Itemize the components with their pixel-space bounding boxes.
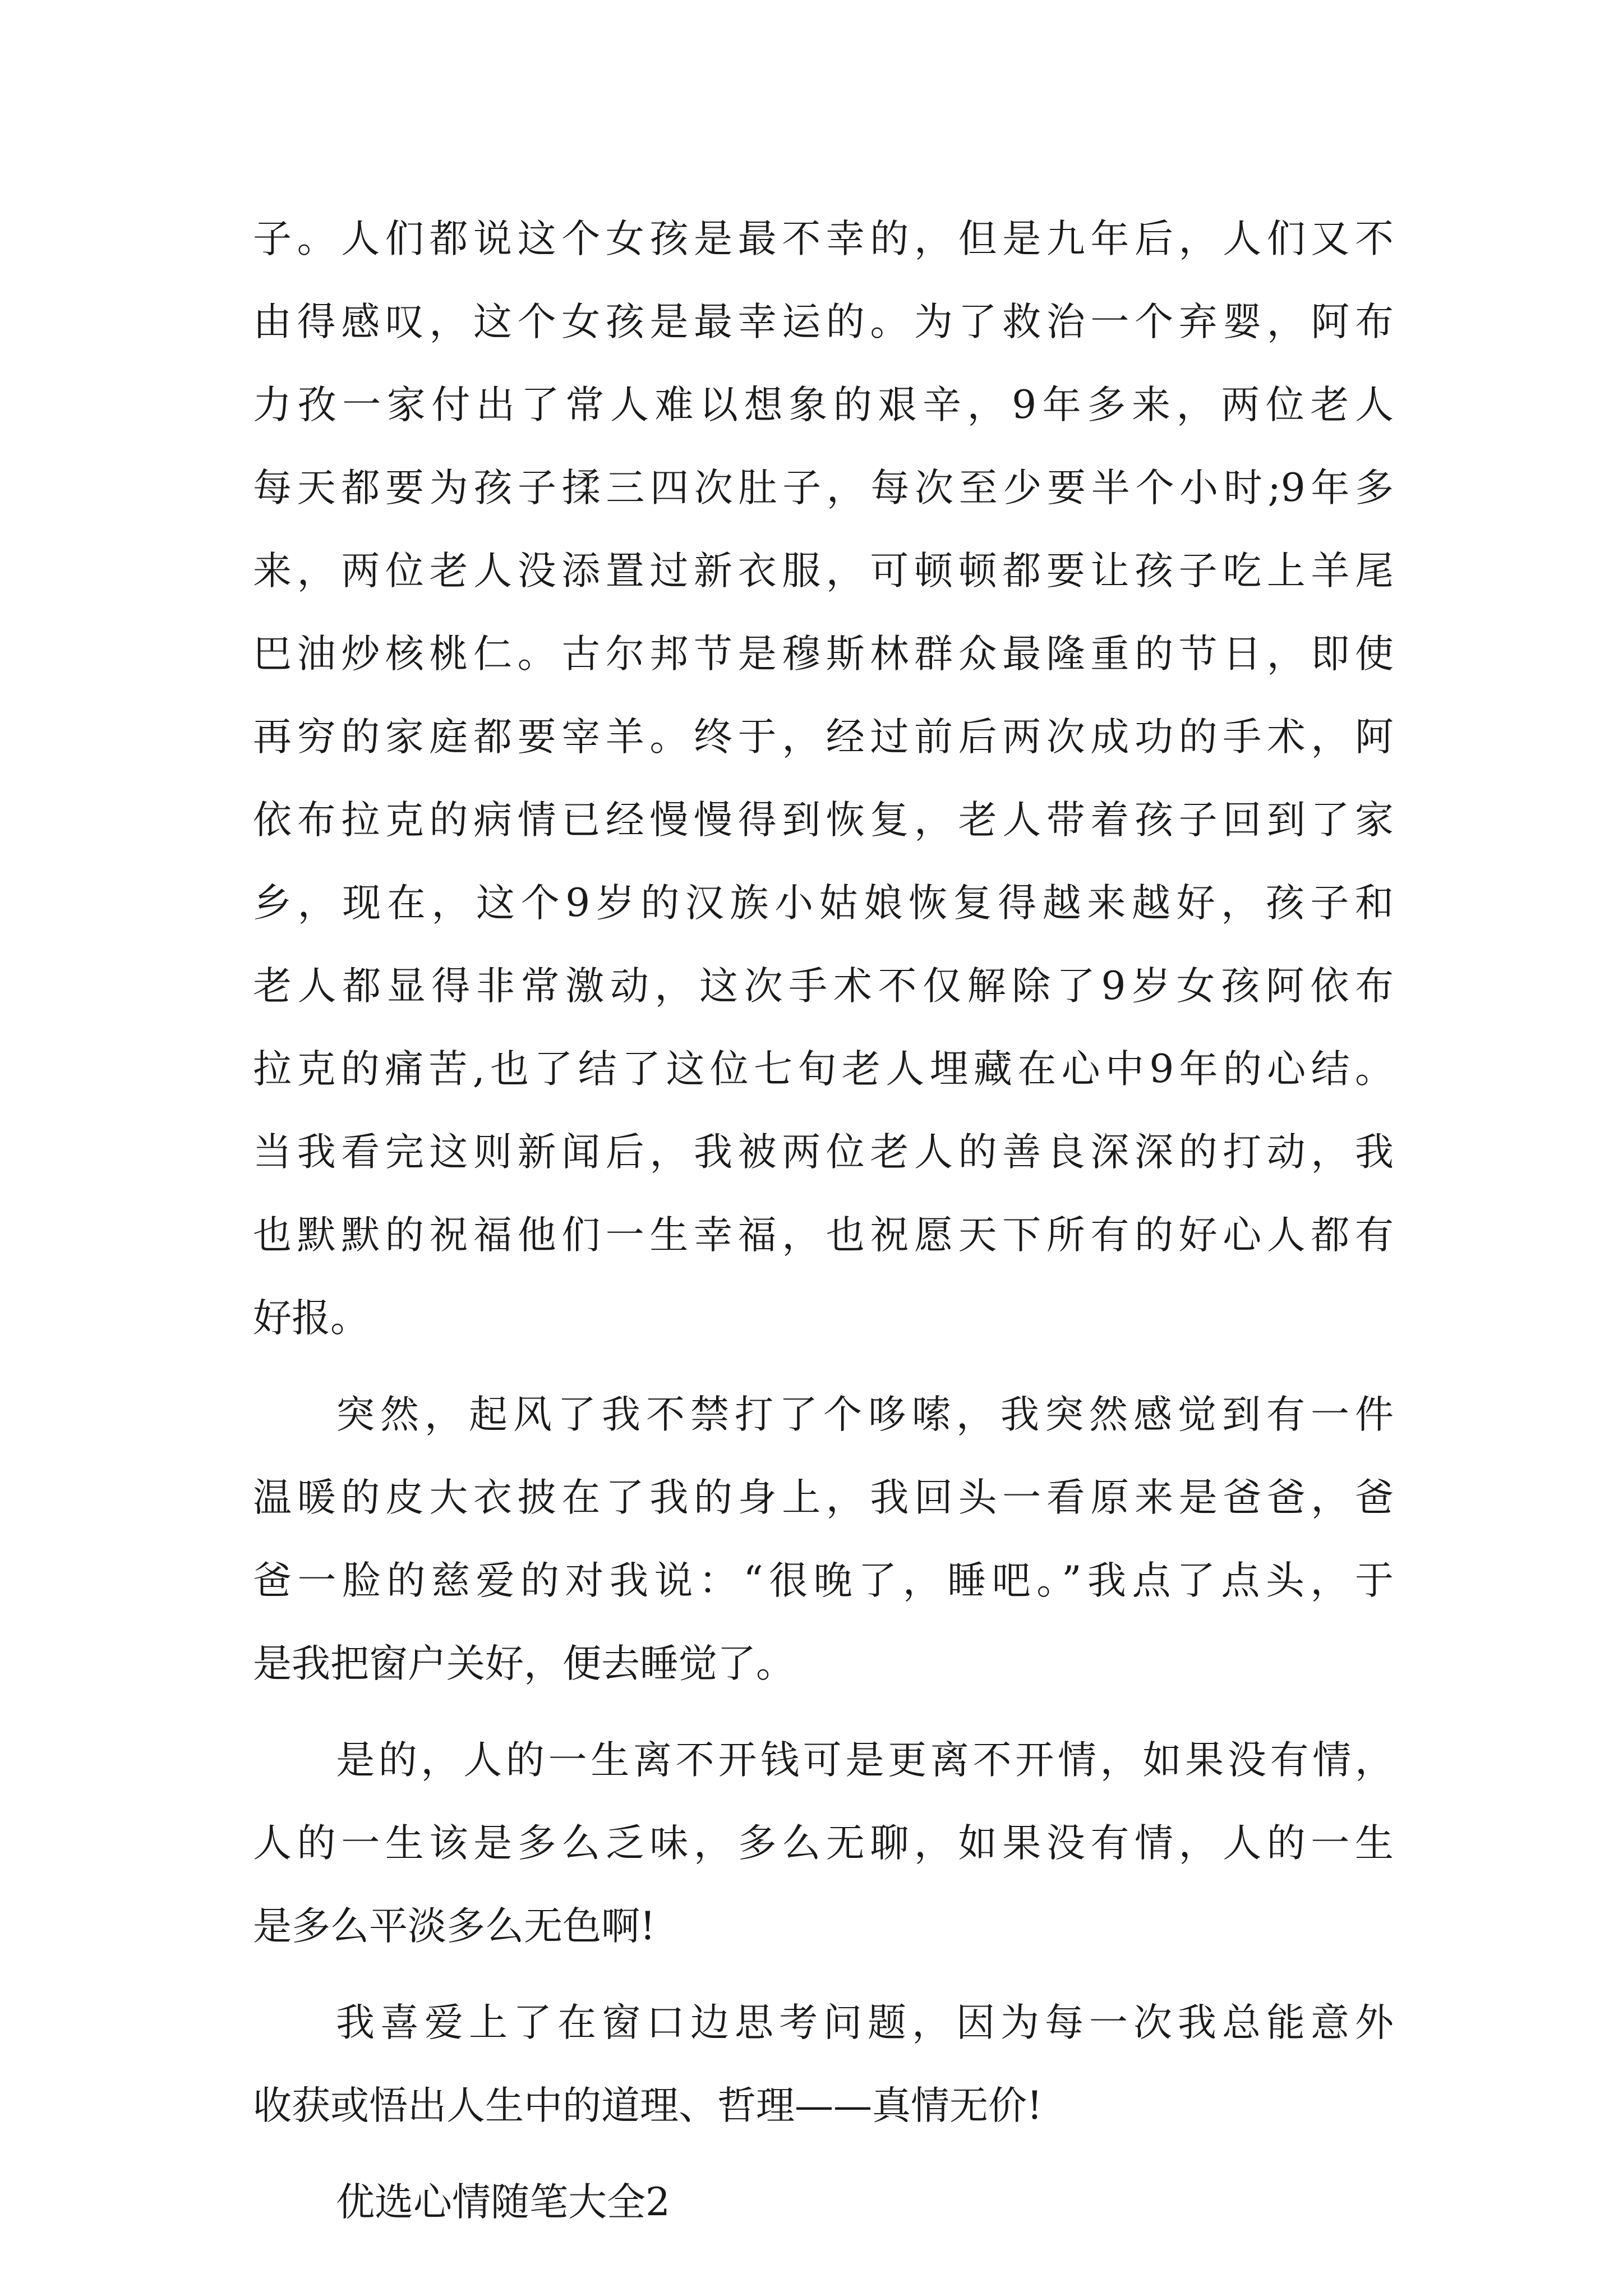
text-line: 收获或悟出人生中的道理、哲理——真情无价!: [253, 2083, 1043, 2128]
text-line: 爸一脸的慈爱的对我说：“很晚了，睡吧。”我点了点头，于: [253, 1558, 1394, 1603]
paragraph-3: [253, 1719, 1394, 1968]
text-line: 突然，起风了我不禁打了个哆嗦，我突然感觉到有一件: [336, 1392, 1394, 1437]
text-line: 依布拉克的病情已经慢慢得到恢复，老人带着孩子回到了家: [253, 798, 1394, 843]
paragraph-4: [253, 1981, 1394, 2147]
text-line: 温暖的皮大衣披在了我的身上，我回头一看原来是爸爸，爸: [253, 1475, 1394, 1520]
section-title: 优选心情随笔大全2: [336, 2180, 670, 2225]
paragraph-spacer: [253, 1968, 1394, 1981]
text-line: 拉克的痛苦,也了结了这位七旬老人埋藏在心中9年的心结。: [253, 1047, 1394, 1092]
text-line: 是多么平淡多么无色啊!: [253, 1904, 656, 1949]
text-line: 力孜一家付出了常人难以想象的艰辛，9年多来，两位老人: [253, 383, 1394, 427]
text-line: 来，两位老人没添置过新衣服，可顿顿都要让孩子吃上羊尾: [253, 549, 1394, 593]
text-line: 我喜爱上了在窗口边思考问题，因为每一次我总能意外: [336, 2000, 1394, 2045]
paragraph-2: [253, 1373, 1394, 1705]
text-line: 每天都要为孩子揉三四次肚子，每次至少要半个小时;9年多: [253, 466, 1394, 510]
text-line: 是的，人的一生离不开钱可是更离不开情，如果没有情，: [336, 1738, 1394, 1783]
paragraph-spacer: [253, 2147, 1394, 2161]
text-line: 老人都显得非常激动，这次手术不仅解除了9岁女孩阿依布: [253, 964, 1394, 1009]
text-line: 巴油炒核桃仁。古尔邦节是穆斯林群众最隆重的节日，即使: [253, 632, 1394, 677]
text-line: 也默默的祝福他们一生幸福，也祝愿天下所有的好心人都有: [253, 1213, 1394, 1258]
text-line: 由得感叹，这个女孩是最幸运的。为了救治一个弃婴，阿布: [253, 300, 1394, 344]
paragraph-spacer: [253, 1705, 1394, 1719]
section-heading: [253, 2161, 1394, 2244]
text-line: 人的一生该是多么乏味，多么无聊，如果没有情，人的一生: [253, 1821, 1394, 1866]
document-body: [253, 197, 1394, 2244]
text-line: 当我看完这则新闻后，我被两位老人的善良深深的打动，我: [253, 1130, 1394, 1175]
text-line: 是我把窗户关好，便去睡觉了。: [253, 1641, 795, 1686]
paragraph-spacer: [253, 1360, 1394, 1373]
text-line: 再穷的家庭都要宰羊。终于，经过前后两次成功的手术，阿: [253, 715, 1394, 760]
text-line: 好报。: [253, 1296, 369, 1341]
text-line: 乡，现在，这个9岁的汉族小姑娘恢复得越来越好，孩子和: [253, 881, 1394, 926]
text-line: 子。人们都说这个女孩是最不幸的，但是九年后，人们又不: [253, 217, 1394, 261]
paragraph-1: [253, 197, 1394, 1360]
